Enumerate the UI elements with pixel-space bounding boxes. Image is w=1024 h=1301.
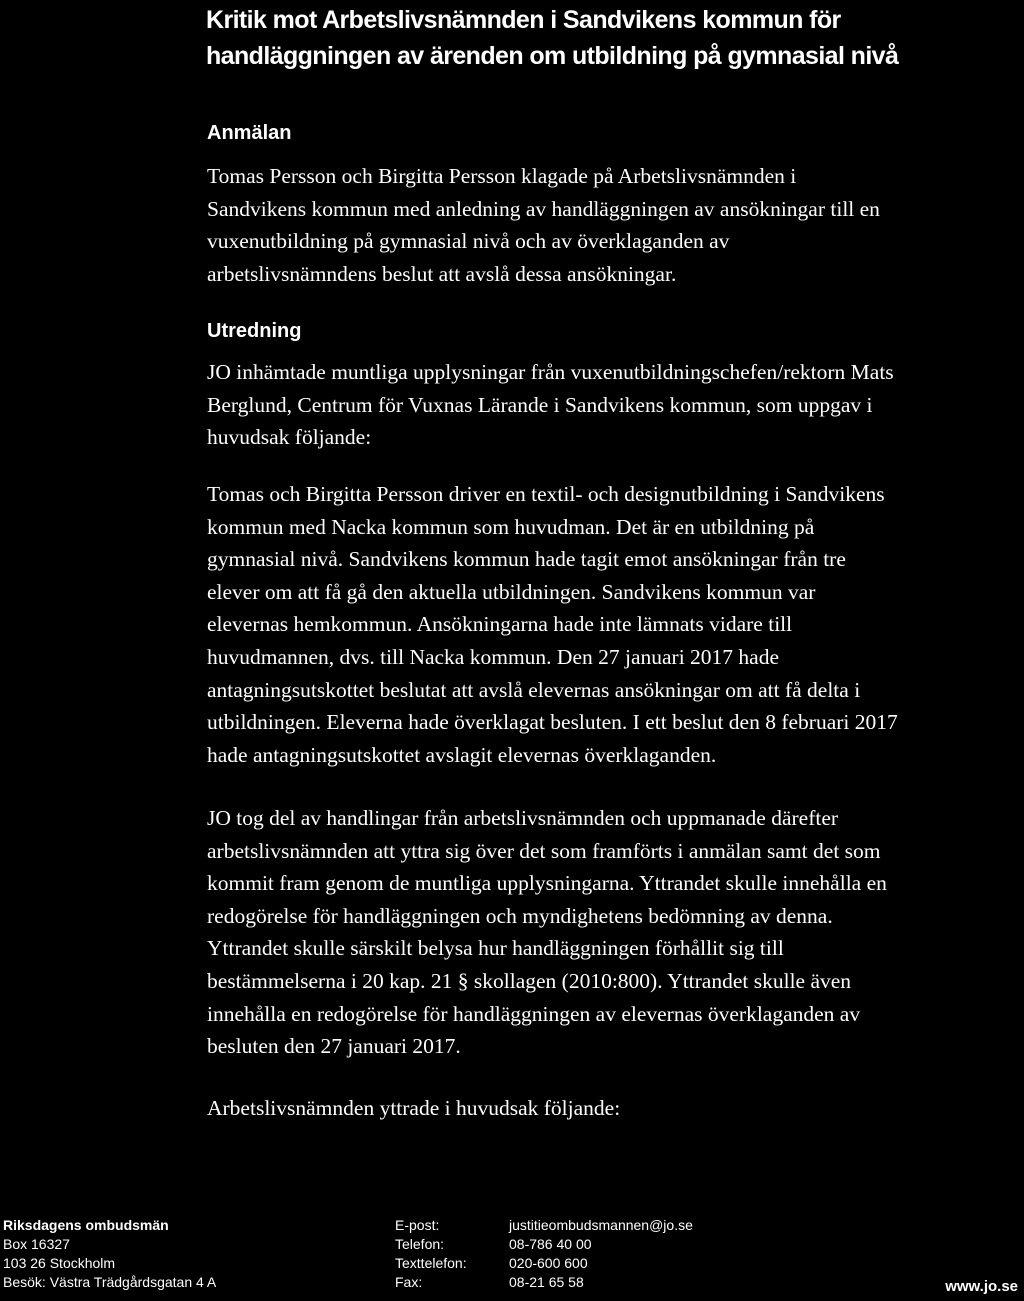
text-line: Tomas Persson och Birgitta Persson klagade på Arbetslivsnämnden i — [207, 164, 797, 188]
footer-address-line: 103 26 Stockholm — [3, 1255, 116, 1271]
text-line: Sandvikens kommun med anledning av handläggningen av ansökningar till en — [207, 196, 880, 221]
text-line: JO tog del av handlingar från arbetslivsnämnden och uppmanade därefter — [207, 806, 839, 830]
section-heading-anmalan: Anmälan — [207, 122, 292, 144]
text-line: kommit fram genom de muntliga upplysningarna. Yttrandet skulle innehålla en — [207, 871, 887, 896]
title-line: Kritik mot Arbetslivsnämnden i Sandvikens kommun för — [206, 6, 841, 34]
footer-textphone: 020-600 600 — [509, 1255, 588, 1271]
text-line: elevernas hemkommun. Ansökningarna hade inte lämnats vidare till — [207, 612, 793, 637]
title-line: handläggningen av ärenden om utbildning på gymnasial nivå — [206, 42, 899, 70]
paragraph-utredning-2 — [207, 478, 997, 771]
footer-contact-label: Texttelefon: — [395, 1255, 467, 1271]
footer-contact-values — [509, 1216, 693, 1292]
footer-contact-labels — [395, 1216, 467, 1292]
footer-contact-label: E-post: — [395, 1217, 440, 1233]
text-line: hade antagningsutskottet avslagit elevernas överklaganden. — [207, 742, 717, 767]
text-line: JO inhämtade muntliga upplysningar från vuxenutbildningschefen/rektorn Mats — [207, 360, 894, 384]
text-line: huvudsak följande: — [207, 425, 372, 450]
footer-contact-label: Telefon: — [395, 1236, 445, 1252]
footer-address-line: Box 16327 — [3, 1236, 70, 1252]
text-line: arbetslivsnämnden att yttra sig över det som framförts i anmälan samt det som — [207, 838, 881, 863]
footer-org-name: Riksdagens ombudsmän — [3, 1217, 169, 1233]
text-line: innehålla en redogörelse för handläggningen av elevernas överklaganden av — [207, 1001, 861, 1026]
text-line: vuxenutbildning på gymnasial nivå och av överklaganden av — [207, 229, 730, 254]
footer-contact-label: Fax: — [395, 1274, 423, 1290]
text-line: elever om att få gå den aktuella utbildningen. Sandvikens kommun var — [207, 579, 816, 604]
paragraph-anmalan — [207, 160, 997, 290]
footer-email-link[interactable]: justitieombudsmannen@jo.se — [509, 1217, 693, 1233]
footer-address — [3, 1216, 216, 1292]
text-line: besluten den 27 januari 2017. — [207, 1034, 461, 1059]
footer-address-line: Besök: Västra Trädgårdsgatan 4 A — [3, 1274, 217, 1290]
text-line: redogörelse för handläggningen och myndighetens bedömning av denna. — [207, 903, 833, 928]
text-line: gymnasial nivå. Sandvikens kommun hade tagit emot ansökningar från tre — [207, 547, 846, 572]
text-line: arbetslivsnämndens beslut att avslå dessa ansökningar. — [207, 261, 677, 286]
footer-website-link[interactable]: www.jo.se — [945, 1278, 1018, 1295]
document-title — [206, 2, 1006, 74]
text-line: utbildningen. Eleverna hade överklagat besluten. I ett beslut den 8 februari 2017 — [207, 710, 898, 735]
footer-phone: 08-786 40 00 — [509, 1236, 592, 1252]
text-line: antagningsutskottet beslutat att avslå elevernas ansökningar om att få delta i — [207, 677, 861, 702]
paragraph-utredning-1 — [207, 356, 997, 454]
text-line: huvudmannen, dvs. till Nacka kommun. Den 27 januari 2017 hade — [207, 644, 780, 669]
paragraph-utredning-3 — [207, 802, 997, 1063]
text-line: Arbetslivsnämnden yttrade i huvudsak följande: — [207, 1096, 621, 1120]
text-line: Yttrandet skulle särskilt belysa hur handläggningen förhållit sig till — [207, 936, 784, 961]
text-line: bestämmelserna i 20 kap. 21 § skollagen (2010:800). Yttrandet skulle även — [207, 968, 852, 993]
text-line: Tomas och Birgitta Persson driver en textil- och designutbildning i Sandvikens — [207, 482, 885, 506]
section-heading-utredning: Utredning — [207, 320, 302, 342]
paragraph-utredning-4 — [207, 1092, 997, 1125]
footer-fax: 08-21 65 58 — [509, 1274, 584, 1290]
text-line: kommun med Nacka kommun som huvudman. Det är en utbildning på — [207, 514, 815, 539]
text-line: Berglund, Centrum för Vuxnas Lärande i Sandvikens kommun, som uppgav i — [207, 392, 873, 417]
